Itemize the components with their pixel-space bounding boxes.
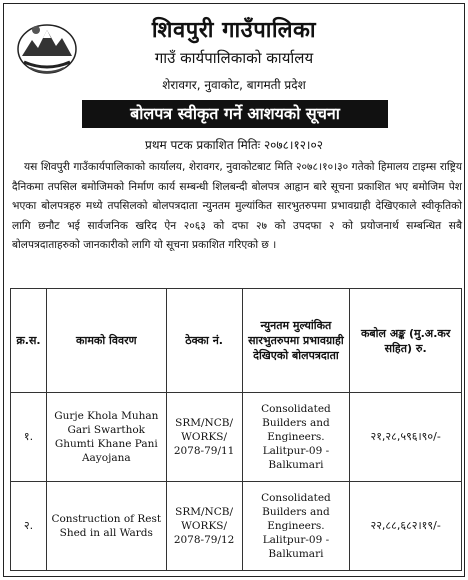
table-header-row <box>11 289 462 393</box>
notice-banner: बोलपत्र स्वीकृत गर्ने आशयको सूचना <box>82 100 388 128</box>
row-bidder: Consolidated Builders and Engineers. Lalitpur-09 - Balkumari <box>242 393 350 482</box>
bid-table <box>10 288 462 571</box>
municipality-title: शिवपुरी गाउँपालिका <box>151 18 317 43</box>
col-sn-header: क्र.स. <box>11 289 47 393</box>
table-row <box>11 482 462 571</box>
table-row <box>11 393 462 482</box>
col-amount-header: कबोल अङ्क (मु.अ.कर सहित) रु. <box>350 289 462 393</box>
office-name: गाउँ कार्यपालिकाको कार्यालय <box>154 49 314 67</box>
publication-date: प्रथम पटक प्रकाशित मितिः २०७८।१२।०२ <box>145 138 323 152</box>
col-work-header: कामको विवरण <box>46 289 166 393</box>
notice-page <box>3 3 465 577</box>
row-sn: २. <box>11 482 47 571</box>
col-contract-header: ठेक्का नं. <box>166 289 242 393</box>
notice-body: यस शिवपुरी गाउँकार्यपालिकाको कार्यालय, शेरावगर, नुवाकोटबाट मिति २०७८।१०।३० गतेको हिमालय टाइम्स राष्ट्रिय दैनिकमा तपसिल बमोजिमको निर्माण कार्य सम्बन्धी शिलबन्दी बोलपत्र आहृान बारे सूचना प्रकाशित भए बमोजिम पेश भएका बोलपत्रहरु मध्ये तपसिलको बोलपत्रदाता न्युनतम मुल्यांकित सारभुतरुपमा प्रभावग्राही देखिएकाले स्वीकृतिको लागि छनौट भई सार्वजनिक खरिद ऐन २०६३ को दफा २७ को उपदफा २ को प्रयोजनार्थ सम्बन्धित सबै बोलपत्रदाताहरुको जानकारीको लागि यो सूचना प्रकाशित गरिएको छ । <box>12 161 462 252</box>
row-bidder: Consolidated Builders and Engineers. Lalitpur-09 - Balkumari <box>242 482 350 571</box>
row-amount: २२,८८,६८२।१९/- <box>350 482 462 571</box>
row-work: Gurje Khola Muhan Gari Swarthok Ghumti Khane Pani Aayojana <box>46 393 166 482</box>
row-work: Construction of Rest Shed in all Wards <box>46 482 166 571</box>
office-address: शेरावगर, नुवाकोट, बागमती प्रदेश <box>162 78 306 92</box>
row-sn: १. <box>11 393 47 482</box>
row-amount: २१,२८,५९६।९०/- <box>350 393 462 482</box>
row-contract: SRM/NCB/ WORKS/ 2078-79/12 <box>166 482 242 571</box>
col-bidder-header: न्युनतम मुल्यांकित सारभुतरुपमा प्रभावग्राही देखिएको बोलपत्रदाता <box>242 289 350 393</box>
row-contract: SRM/NCB/ WORKS/ 2078-79/11 <box>166 393 242 482</box>
